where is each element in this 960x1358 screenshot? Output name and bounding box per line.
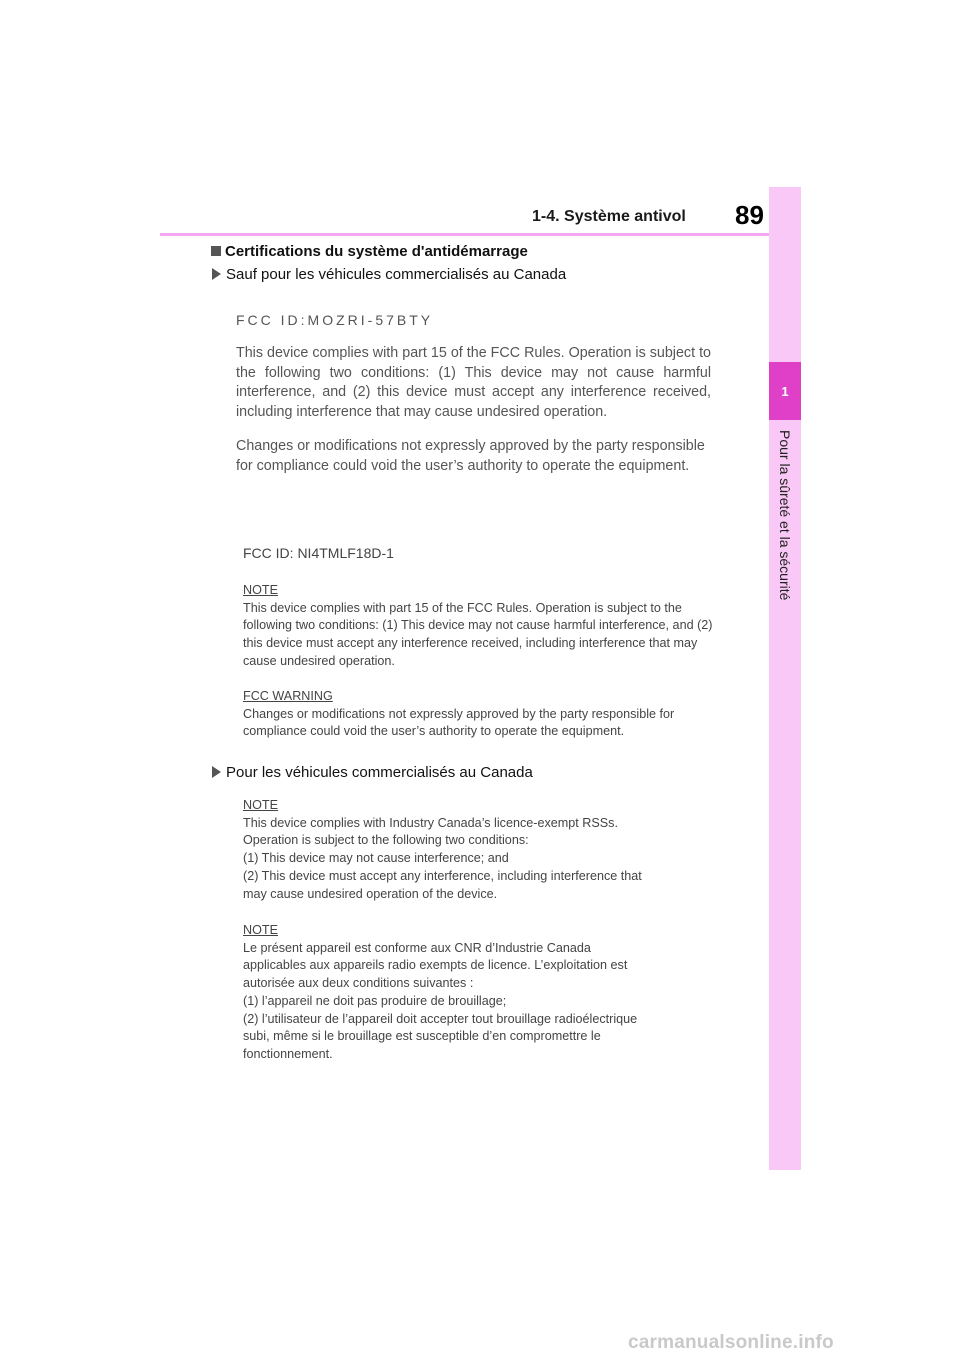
warning-label: FCC WARNING xyxy=(243,689,333,703)
note-line: applicables aux appareils radio exempts de licence. L’exploitation est xyxy=(243,958,628,973)
fcc-statement-1: This device complies with part 15 of the FCC Rules. Operation is subject to the following two conditions: (1) This device may not cause harmful interference, and (2) this device must accept any interference received, including interference that may cause undesired operation. xyxy=(236,345,711,420)
bullet-canada-text: Pour les véhicules commercialisés au Canada xyxy=(226,764,533,781)
fcc-note-2 xyxy=(243,582,718,671)
bullet-non-canada-text: Sauf pour les véhicules commercialisés au Canada xyxy=(226,266,567,283)
section-title: 1-4. Système antivol xyxy=(532,208,686,225)
section-heading-text: Certifications du système d'antidémarrage xyxy=(225,243,528,260)
note-line: (1) l’appareil ne doit pas produire de brouillage; xyxy=(243,993,507,1008)
note-line: fonctionnement. xyxy=(243,1046,333,1061)
note-line: autorisée aux deux conditions suivantes : xyxy=(243,976,474,991)
note-label: NOTE xyxy=(243,583,278,597)
header-divider xyxy=(160,233,769,236)
chapter-number-marker: 1 xyxy=(769,362,801,420)
ic-note-english xyxy=(243,797,718,903)
fcc-warning-2 xyxy=(243,688,718,741)
note-line: (1) This device may not cause interference; and xyxy=(243,851,509,866)
note-line: subi, même si le brouillage est susceptible d’en compromettre le xyxy=(243,1029,601,1044)
note-label: NOTE xyxy=(243,798,278,812)
note-line: Operation is subject to the following two conditions: xyxy=(243,833,529,848)
page-number: 89 xyxy=(735,200,764,230)
note-line: Le présent appareil est conforme aux CNR d’Industrie Canada xyxy=(243,940,591,955)
note-line: (2) This device must accept any interference, including interference that xyxy=(243,868,642,883)
note-line: This device complies with Industry Canada’s licence-exempt RSSs. xyxy=(243,815,618,830)
note-text: This device complies with part 15 of the FCC Rules. Operation is subject to the following two conditions: (1) This device may not cause harmful interference, and (2) this device must accept any interference received, including interference that may cause undesired operation. xyxy=(243,600,713,668)
bullet-non-canada xyxy=(212,266,566,283)
triangle-bullet-icon xyxy=(212,766,221,778)
fcc-changes-1: Changes or modifications not expressly approved by the party responsible for compliance could void the user’s authority to operate the equipment. xyxy=(236,438,705,474)
bullet-canada xyxy=(212,764,533,781)
note-label: NOTE xyxy=(243,923,278,937)
triangle-bullet-icon xyxy=(212,268,221,280)
section-heading xyxy=(211,243,528,260)
note-line: may cause undesired operation of the device. xyxy=(243,886,498,901)
square-bullet-icon xyxy=(211,246,221,256)
site-watermark: carmanualsonline.info xyxy=(628,1332,834,1353)
warning-text: Changes or modifications not expressly approved by the party responsible for compliance could void the user’s authority to operate the equipment. xyxy=(243,706,675,739)
chapter-title-vertical xyxy=(769,430,801,750)
chapter-title-text: Pour la sûreté et la sécurité xyxy=(777,430,793,601)
note-line: (2) l’utilisateur de l’appareil doit accepter tout brouillage radioélectrique xyxy=(243,1011,638,1026)
fcc-id-ni4: FCC ID: NI4TMLF18D-1 xyxy=(243,545,394,561)
fcc-id-mozri: FCC ID:MOZRI-57BTY xyxy=(236,312,434,328)
ic-note-french xyxy=(243,922,718,1064)
